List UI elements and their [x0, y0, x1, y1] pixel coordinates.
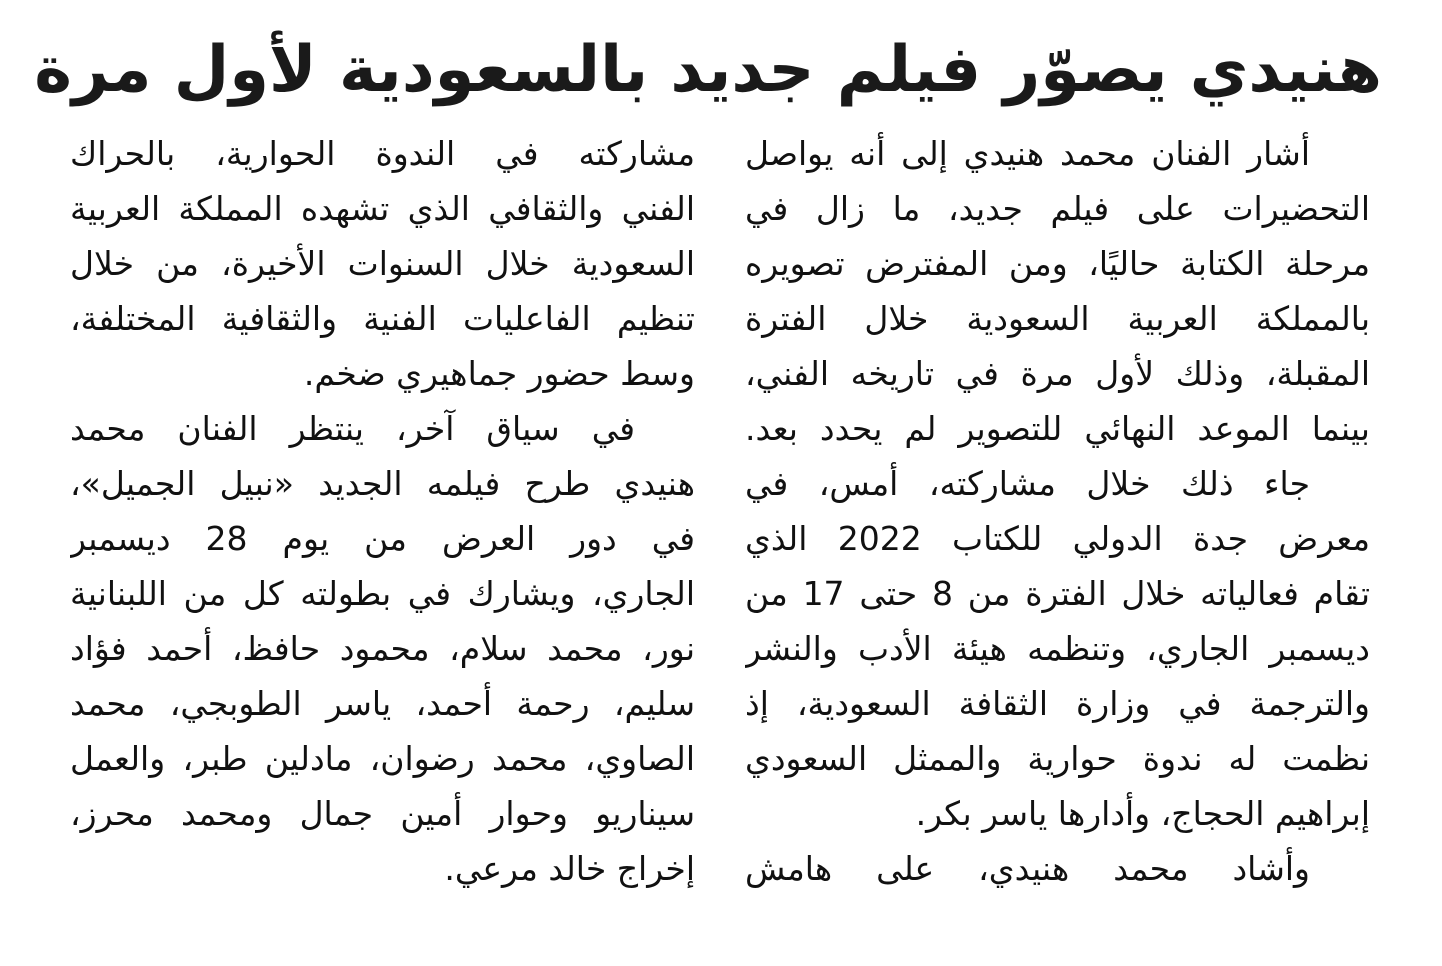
paragraph-line: إخراج خالد مرعي.	[444, 849, 695, 888]
paragraph-line: تقام فعالياته خلال الفترة من 8 حتى 17 من	[745, 574, 1370, 613]
paragraph-line: نور، محمد سلام، محمود حافظ، أحمد فؤاد	[70, 629, 695, 668]
paragraph-line: إبراهيم الحجاج، وأدارها ياسر بكر.	[915, 794, 1370, 833]
article-column-left	[70, 126, 695, 946]
paragraph-line: في سياق آخر، ينتظر الفنان محمد	[70, 409, 635, 448]
paragraph-line: بينما الموعد النهائي للتصوير لم يحدد بعد.	[745, 409, 1370, 448]
paragraph-line: سيناريو وحوار أمين جمال ومحمد محرز،	[70, 794, 695, 833]
paragraph-line: نظمت له ندوة حوارية والممثل السعودي	[745, 739, 1370, 778]
paragraph-line: الفني والثقافي الذي تشهده المملكة العربية	[70, 189, 695, 228]
paragraph-line: جاء ذلك خلال مشاركته، أمس، في	[745, 464, 1310, 503]
paragraph-line: والترجمة في وزارة الثقافة السعودية، إذ	[745, 684, 1370, 723]
article-headline: هنيدي يصوّر فيلم جديد بالسعودية لأول مرة	[34, 33, 1382, 107]
paragraph-line: وأشاد محمد هنيدي، على هامش	[745, 849, 1310, 888]
paragraph-line: في دور العرض من يوم 28 ديسمبر	[70, 519, 695, 558]
paragraph-line: المقبلة، وذلك لأول مرة في تاريخه الفني،	[745, 354, 1370, 393]
paragraph-line: سليم، رحمة أحمد، ياسر الطوبجي، محمد	[70, 684, 695, 723]
paragraph-line: تنظيم الفاعليات الفنية والثقافية المختلفة،	[70, 299, 695, 338]
paragraph-line: أشار الفنان محمد هنيدي إلى أنه يواصل	[745, 134, 1310, 173]
paragraph-line: التحضيرات على فيلم جديد، ما زال في	[745, 189, 1370, 228]
paragraph-line: هنيدي طرح فيلمه الجديد «نبيل الجميل»،	[70, 464, 695, 503]
paragraph-line: ديسمبر الجاري، وتنظمه هيئة الأدب والنشر	[745, 629, 1370, 668]
paragraph-line: السعودية خلال السنوات الأخيرة، من خلال	[70, 244, 695, 283]
article-column-right	[745, 126, 1370, 946]
paragraph-line: الصاوي، محمد رضوان، مادلين طبر، والعمل	[70, 739, 695, 778]
paragraph-line: الجاري، ويشارك في بطولته كل من اللبنانية	[70, 574, 695, 613]
paragraph-line: مشاركته في الندوة الحوارية، بالحراك	[70, 134, 695, 173]
paragraph-line: بالمملكة العربية السعودية خلال الفترة	[745, 299, 1370, 338]
paragraph-line: مرحلة الكتابة حاليًا، ومن المفترض تصويره	[745, 244, 1370, 283]
paragraph-line: معرض جدة الدولي للكتاب 2022 الذي	[745, 519, 1370, 558]
paragraph-line: وسط حضور جماهيري ضخم.	[303, 354, 695, 393]
